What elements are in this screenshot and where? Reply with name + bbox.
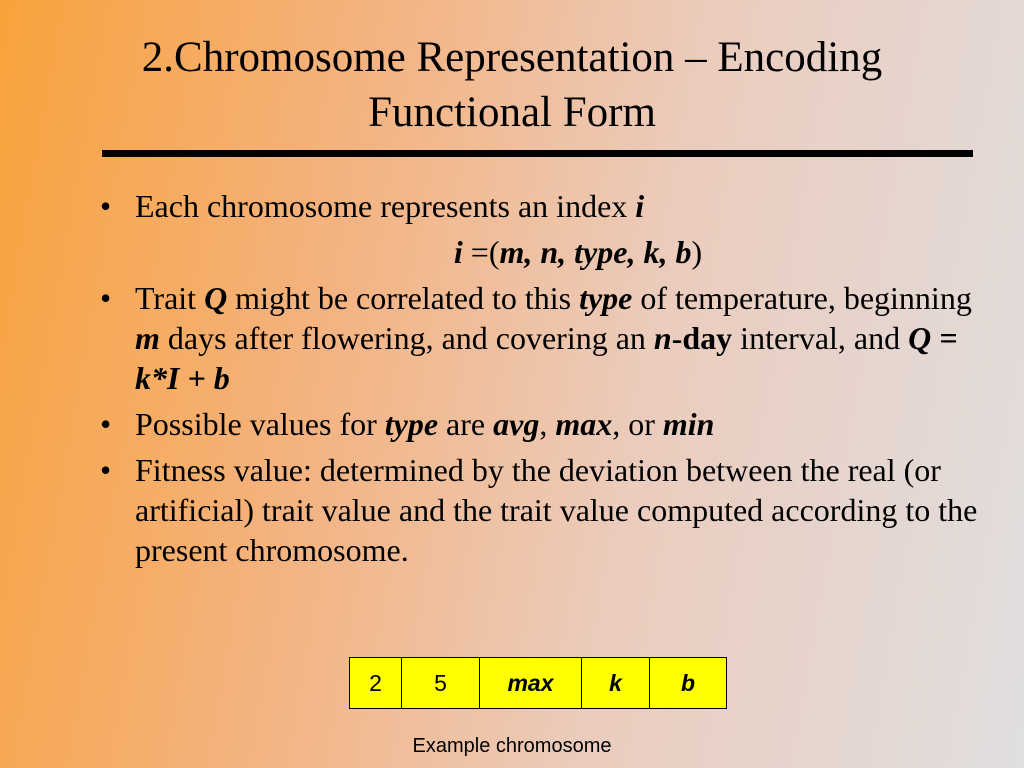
gene-cell: 2 xyxy=(350,658,402,708)
bullet-dot: • xyxy=(100,406,112,442)
bullet-text: , xyxy=(539,406,556,442)
example-chromosome xyxy=(349,657,727,709)
bullet-text: Each chromosome represents an index xyxy=(135,188,636,224)
type-variable: type xyxy=(579,280,633,316)
bullet-item xyxy=(98,186,978,226)
day-suffix: -day xyxy=(671,320,733,356)
gene-cell: b xyxy=(680,669,696,696)
bullet-text: , or xyxy=(612,406,663,442)
formula-close: ) xyxy=(691,234,703,270)
index-variable: i xyxy=(635,188,645,224)
title-underline xyxy=(102,150,973,157)
bullet-text: interval, and xyxy=(732,320,909,356)
min-value: min xyxy=(662,406,715,442)
bullet-item xyxy=(98,278,978,398)
gene-cell: k xyxy=(582,658,650,708)
index-formula xyxy=(98,232,978,272)
type-variable: type xyxy=(384,406,439,442)
bullet-item xyxy=(98,450,978,570)
bullet-dot: • xyxy=(100,452,112,488)
gene-cell: max xyxy=(480,658,582,708)
bullet-text: Possible values for xyxy=(135,406,385,442)
gene-cell: 5 xyxy=(402,658,480,708)
m-variable: m xyxy=(135,320,160,356)
bullet-list xyxy=(98,186,978,576)
bullet-dot: • xyxy=(100,188,112,224)
bullet-text: are xyxy=(438,406,494,442)
avg-value: avg xyxy=(493,406,540,442)
formula-equals: =( xyxy=(462,234,500,270)
bullet-text: might be correlated to this xyxy=(227,280,580,316)
title-line-1: 2.Chromosome Representation – Encoding xyxy=(141,34,883,81)
formula-lhs: i xyxy=(453,234,463,270)
bullet-item xyxy=(98,404,978,444)
trait-variable: Q xyxy=(204,280,228,316)
max-value: max xyxy=(555,406,613,442)
chromosome-caption: Example chromosome xyxy=(412,735,612,757)
bullet-text: Trait xyxy=(135,280,205,316)
bullet-text: days after flowering, and covering an xyxy=(159,320,654,356)
formula-params: m, n, type, k, b xyxy=(499,234,692,270)
trait-equation: Q = k*I + b xyxy=(135,320,958,396)
bullet-text: of temperature, beginning xyxy=(632,280,972,316)
n-variable: n xyxy=(653,320,672,356)
title-line-2: Functional Form xyxy=(368,89,656,136)
bullet-text: Fitness value: determined by the deviation between the real (or artificial) trait value and the trait value computed according to the present chromosome. xyxy=(135,452,978,568)
slide-title xyxy=(0,30,1024,140)
bullet-dot: • xyxy=(100,280,112,316)
